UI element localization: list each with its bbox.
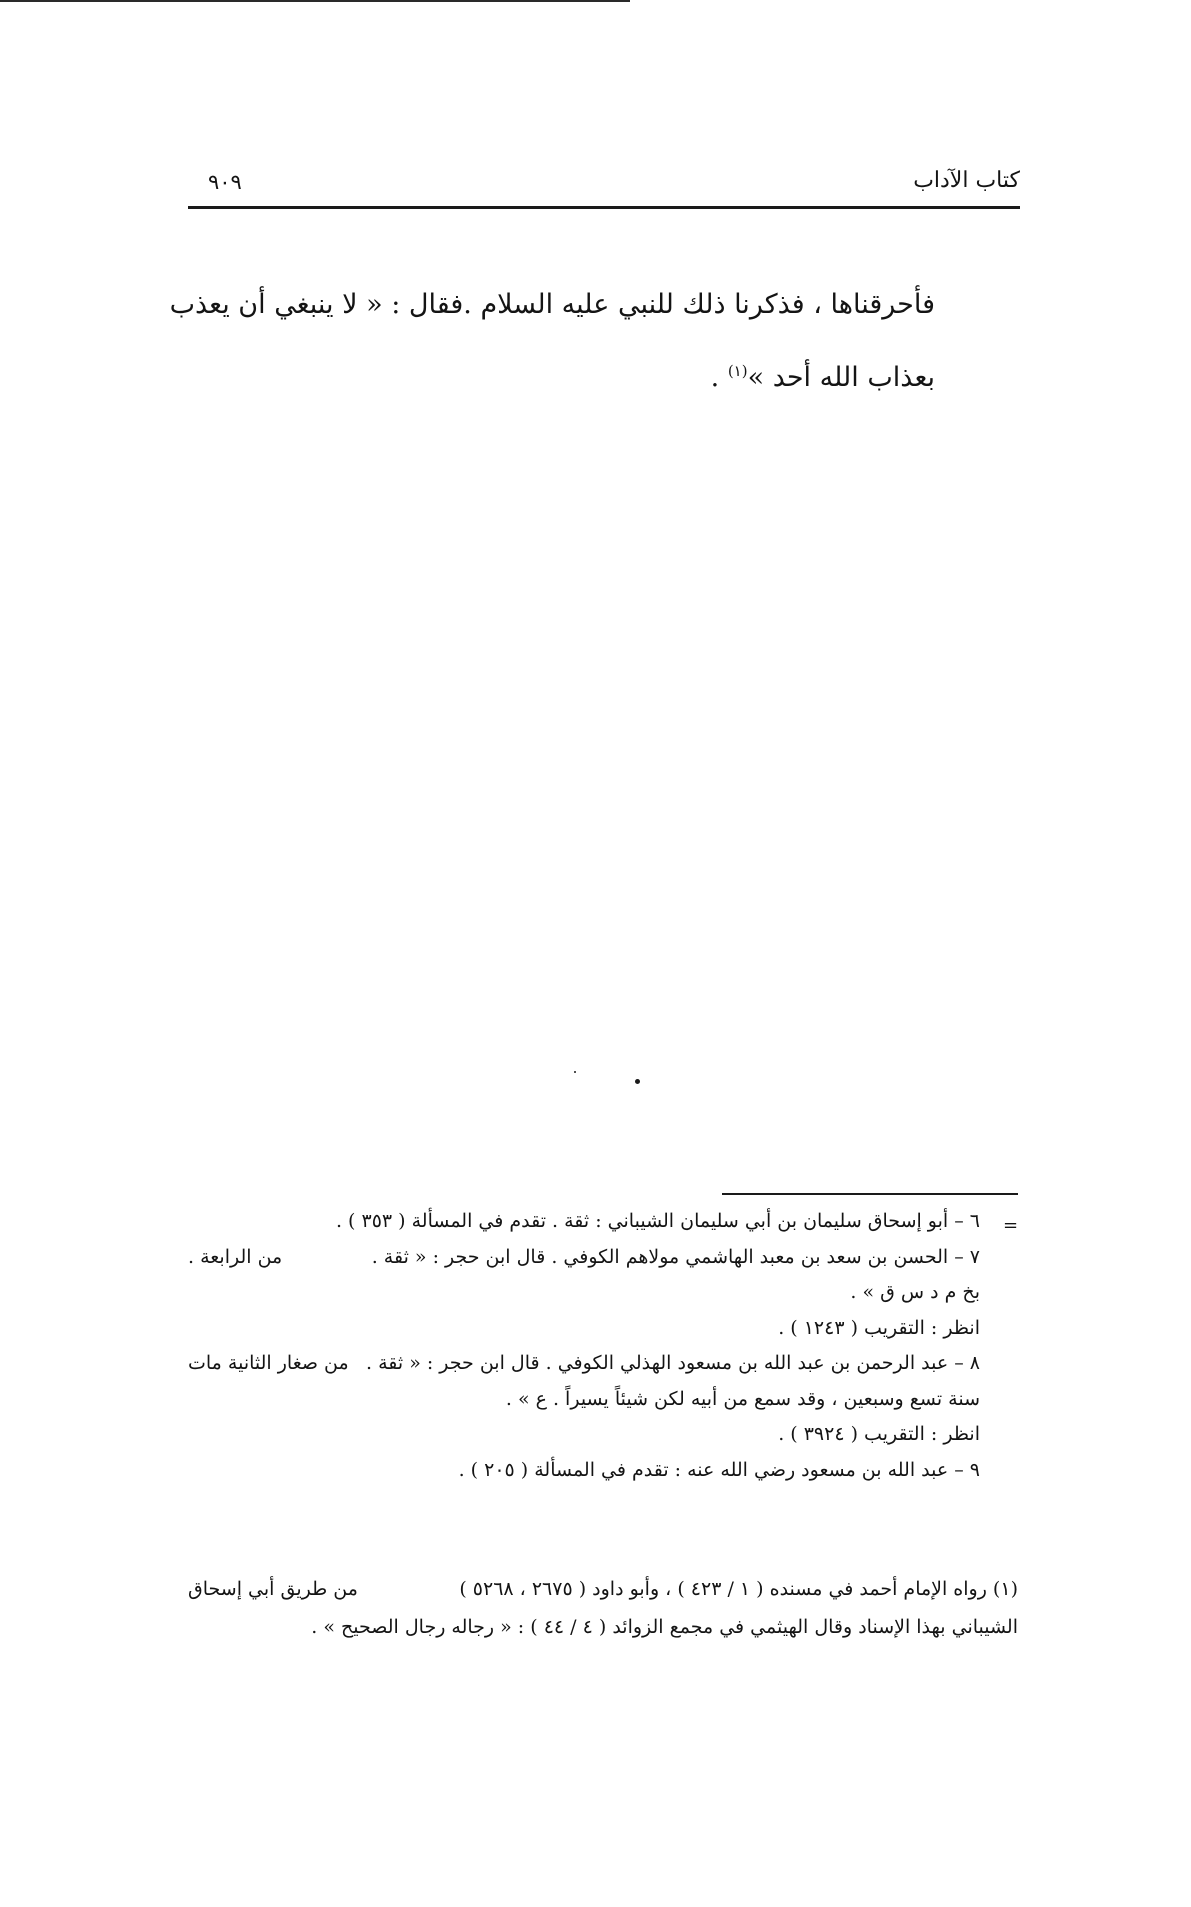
footnote-segment: ٧ – الحسن بن سعد بن معبد الهاشمي مولاهم الكوفي . قال ابن حجر : « ثقة . <box>371 1245 980 1268</box>
main-text-segment: بعذاب الله أحد » <box>747 362 935 393</box>
main-text-line <box>185 338 935 411</box>
stray-dot <box>635 1079 640 1084</box>
footnote-line: انظر : التقريب ( ١٢٤٣ ) . <box>778 1316 980 1339</box>
footnote-rule <box>722 1193 1018 1195</box>
footnote-line: سنة تسع وسبعين ، وقد سمع من أبيه لكن شيئاً يسيراً . ع » . <box>505 1387 980 1410</box>
footnote-line: بخ م د س ق » . <box>850 1281 980 1303</box>
footnote-segment: من صغار الثانية مات <box>188 1352 349 1374</box>
footnote-segment: من طريق أبي إسحاق <box>188 1578 358 1600</box>
footnote-line <box>188 1346 980 1382</box>
main-text-segment: . <box>710 362 728 393</box>
footnote-line: ٦ – أبو إسحاق سليمان بن أبي سليمان الشيباني : ثقة . تقدم في المسألة ( ٣٥٣ ) . <box>335 1210 980 1232</box>
narrator-notes <box>188 1204 980 1488</box>
footnote-marker: (١) <box>727 362 748 380</box>
continuation-mark: = <box>1003 1215 1019 1236</box>
page-number: ٩٠٩ <box>208 170 242 194</box>
footnote-line <box>188 1570 1018 1608</box>
footnote-line: ٩ – عبد الله بن مسعود رضي الله عنه : تقدم في المسألة ( ٢٠٥ ) . <box>458 1458 980 1481</box>
main-text <box>169 272 935 411</box>
footnote-line <box>188 1240 980 1276</box>
footnote-line: انظر : التقريب ( ٣٩٢٤ ) . <box>778 1423 980 1445</box>
scan-edge-line <box>0 0 630 2</box>
running-title: كتاب الآداب <box>913 168 1020 193</box>
footnote-segment: من الرابعة . <box>188 1245 283 1268</box>
page-header <box>188 168 1020 204</box>
source-footnote <box>188 1570 1018 1646</box>
main-text-segment: فأحرقناها ، فذكرنا ذلك للنبي عليه السلام . <box>463 289 935 320</box>
main-text-line <box>169 272 935 338</box>
header-rule <box>188 206 1020 209</box>
main-text-segment: فقال : « لا ينبغي أن يعذب <box>169 289 464 320</box>
footnote-segment: (١) رواه الإمام أحمد في مسنده ( ١ / ٤٢٣ ) ، وأبو داود ( ٢٦٧٥ ، ٥٢٦٨ ) <box>459 1578 1018 1600</box>
footnote-line: الشيباني بهذا الإسناد وقال الهيثمي في مجمع الزوائد ( ٤ / ٤٤ ) : « رجاله رجال الصحيح » . <box>311 1616 1018 1638</box>
stray-dot <box>574 1071 576 1073</box>
footnote-segment: ٨ – عبد الرحمن بن عبد الله بن مسعود الهذلي الكوفي . قال ابن حجر : « ثقة . <box>366 1352 980 1374</box>
